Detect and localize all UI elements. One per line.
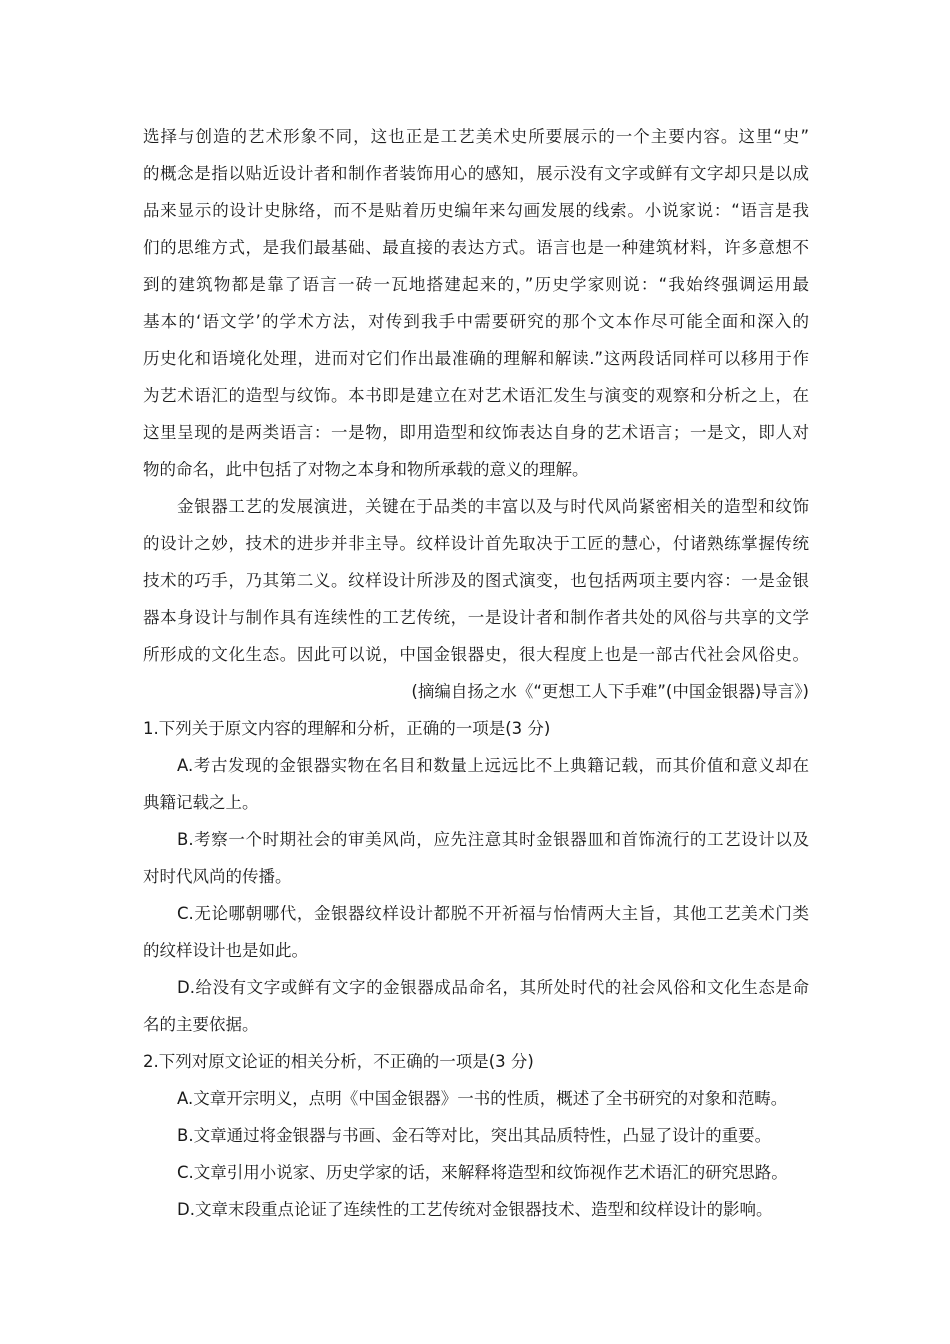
question-1-option-d: D.给没有文字或鲜有文字的金银器成品命名，其所处时代的社会风俗和文化生态是命 — [177, 978, 809, 997]
passage-line: 到的建筑物都是靠了语言一砖一瓦地搭建起来的，”历史学家则说：“我始终强调运用最 — [143, 275, 809, 294]
question-2-stem: 2.下列对原文论证的相关分析，不正确的一项是(3 分) — [143, 1052, 534, 1071]
question-2-option-c: C.文章引用小说家、历史学家的话，来解释将造型和纹饰视作艺术语汇的研究思路。 — [177, 1163, 788, 1182]
question-1-stem: 1.下列关于原文内容的理解和分析，正确的一项是(3 分) — [143, 719, 551, 738]
passage-line: 品来显示的设计史脉络，而不是贴着历史编年来勾画发展的线索。小说家说：“语言是我 — [143, 201, 809, 220]
question-2-option-b: B.文章通过将金银器与书画、金石等对比，突出其品质特性，凸显了设计的重要。 — [177, 1126, 772, 1145]
source-citation: (摘编自扬之水《“更想工人下手难”(中国金银器)导言》) — [411, 682, 809, 701]
passage-line: 的设计之妙，技术的进步并非主导。纹样设计首先取决于工匠的慧心，付诸熟练掌握传统 — [143, 534, 809, 553]
question-1-option-d-cont: 名的主要依据。 — [143, 1015, 259, 1034]
question-1-option-b: B.考察一个时期社会的审美风尚，应先注意其时金银器皿和首饰流行的工艺设计以及 — [177, 830, 809, 849]
passage-line: 所形成的文化生态。因此可以说，中国金银器史，很大程度上也是一部古代社会风俗史。 — [143, 645, 809, 664]
passage-line: 金银器工艺的发展演进，关键在于品类的丰富以及与时代风尚紧密相关的造型和纹饰 — [177, 497, 809, 516]
passage-line: 为艺术语汇的造型与纹饰。本书即是建立在对艺术语汇发生与演变的观察和分析之上，在 — [143, 386, 809, 405]
passage-line: 选择与创造的艺术形象不同，这也正是工艺美术史所要展示的一个主要内容。这里“史” — [143, 127, 809, 146]
passage-line: 器本身设计与制作具有连续性的工艺传统，一是设计者和制作者共处的风俗与共享的文学 — [143, 608, 809, 627]
passage-line: 这里呈现的是两类语言：一是物，即用造型和纹饰表达自身的艺术语言；一是文，即人对 — [143, 423, 809, 442]
passage-line: 的概念是指以贴近设计者和制作者装饰用心的感知，展示没有文字或鲜有文字却只是以成 — [143, 164, 809, 183]
question-1-option-a: A.考古发现的金银器实物在名目和数量上远远比不上典籍记载，而其价值和意义却在 — [177, 756, 809, 775]
question-1-option-c-cont: 的纹样设计也是如此。 — [143, 941, 308, 960]
passage-line: 历史化和语境化处理，进而对它们作出最准确的理解和解读.”这两段话同样可以移用于作 — [143, 349, 809, 368]
passage-line: 物的命名，此中包括了对物之本身和物所承载的意义的理解。 — [143, 460, 589, 479]
question-2-option-a: A.文章开宗明义，点明《中国金银器》一书的性质，概述了全书研究的对象和范畴。 — [177, 1089, 788, 1108]
passage-line: 基本的‘语文学’的学术方法，对传到我手中需要研究的那个文本作尽可能全面和深入的 — [143, 312, 809, 331]
question-1-option-a-cont: 典籍记载之上。 — [143, 793, 259, 812]
passage-line: 技术的巧手，乃其第二义。纹样设计所涉及的图式演变，也包括两项主要内容：一是金银 — [143, 571, 809, 590]
question-1-option-b-cont: 对时代风尚的传播。 — [143, 867, 292, 886]
passage-line: 们的思维方式，是我们最基础、最直接的表达方式。语言也是一种建筑材料，许多意想不 — [143, 238, 809, 257]
question-2-option-d: D.文章末段重点论证了连续性的工艺传统对金银器技术、造型和纹样设计的影响。 — [177, 1200, 773, 1219]
question-1-option-c: C.无论哪朝哪代，金银器纹样设计都脱不开祈福与怡情两大主旨，其他工艺美术门类 — [177, 904, 809, 923]
